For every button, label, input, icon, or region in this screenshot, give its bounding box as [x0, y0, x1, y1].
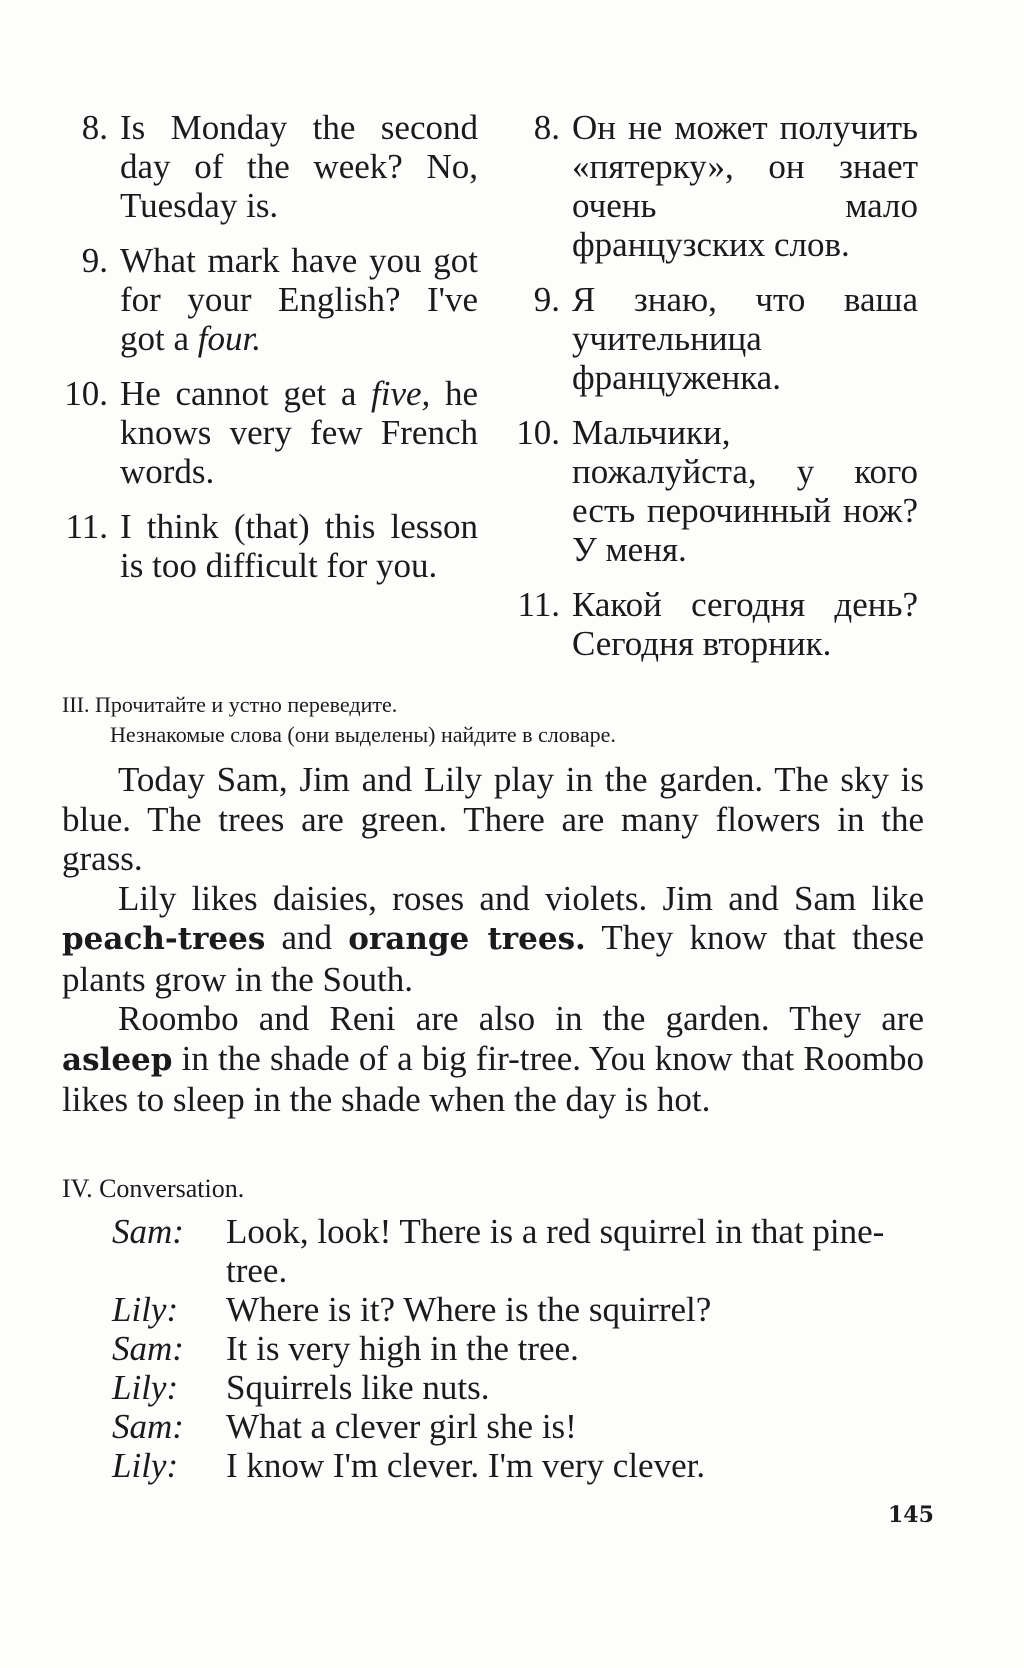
text-run: I think (that) this lesson is too difficult for you.	[120, 507, 478, 585]
speaker-name: Sam:	[112, 1329, 184, 1368]
item-text: Я знаю, что ваша учительница француженка.	[572, 280, 918, 397]
text-run: They know that these plants grow in the South.	[62, 918, 924, 999]
dialog-line	[112, 1290, 932, 1329]
dialog-line	[112, 1329, 932, 1368]
english-sentences	[58, 108, 478, 601]
reading-text	[62, 760, 924, 1120]
item-text	[120, 108, 478, 225]
sentence-item-ru	[508, 585, 918, 663]
sentence-item-ru	[508, 413, 918, 569]
item-number: 11.	[517, 585, 560, 624]
item-number: 9.	[81, 241, 108, 280]
text-run: He cannot get a	[120, 374, 372, 413]
dialog-text: Look, look! There is a red squirrel in that pine-tree.	[226, 1212, 885, 1290]
text-run: Roombo and Reni are also in the garden. They are	[118, 999, 924, 1038]
dialog-text: Squirrels like nuts.	[226, 1368, 490, 1407]
exercise-4-heading: IV. Conversation.	[62, 1174, 245, 1203]
item-text	[120, 241, 478, 358]
page-number: 145	[888, 1502, 934, 1528]
speaker-name: Lily:	[112, 1446, 179, 1485]
text-run: in the shade of a big fir-tree. You know that Roombo likes to sleep in the shade when the day is hot.	[62, 1038, 924, 1119]
item-text: Мальчики, пожалуйста, у кого есть перочинный нож? У меня.	[572, 413, 918, 569]
item-text: Какой сегодня день? Сегодня вторник.	[572, 585, 918, 663]
sentence-item-en	[58, 108, 478, 225]
dialog-text: I know I'm clever. I'm very clever.	[226, 1446, 706, 1485]
vocabulary-word: peach-trees	[62, 921, 266, 957]
sentence-item-ru	[508, 108, 918, 264]
dialog-text: Where is it? Where is the squirrel?	[226, 1290, 712, 1329]
sentence-item-en	[58, 374, 478, 491]
item-text: Он не может получить «пятерку», он знает очень мало французских слов.	[572, 108, 918, 264]
italic-word: five,	[371, 374, 431, 413]
text-run: Today Sam, Jim and Lily play in the garden. The sky is blue. The trees are green. There are many flowers in the grass.	[62, 760, 924, 878]
item-text	[120, 507, 478, 585]
text-run: and	[265, 918, 349, 957]
speaker-name: Lily:	[112, 1290, 179, 1329]
sentence-item-en	[58, 507, 478, 585]
item-number: 8.	[81, 108, 108, 147]
item-number: 11.	[65, 507, 108, 546]
item-number: 10.	[64, 374, 108, 413]
dialog-text: It is very high in the tree.	[226, 1329, 579, 1368]
exercise-3-subheading: Незнакомые слова (они выделены) найдите в словаре.	[110, 722, 616, 747]
dialog-line	[112, 1446, 932, 1485]
item-number: 10.	[516, 413, 560, 452]
vocabulary-word: asleep	[62, 1041, 173, 1078]
vocabulary-word: orange trees.	[348, 921, 586, 957]
text-run: Lily likes daisies, roses and violets. Jim and Sam like	[118, 878, 924, 918]
text-run: What mark have you got for your English? I've got a	[120, 241, 478, 358]
item-number: 9.	[533, 280, 560, 319]
speaker-name: Sam:	[112, 1407, 184, 1446]
dialog-text: What a clever girl she is!	[226, 1407, 577, 1446]
paragraph	[62, 999, 924, 1120]
item-text	[120, 374, 478, 491]
russian-sentences	[508, 108, 918, 679]
dialog-line	[112, 1212, 932, 1290]
item-number: 8.	[533, 108, 560, 147]
conversation	[112, 1212, 932, 1485]
paragraph	[62, 879, 924, 1000]
exercise-3-heading: III. Прочитайте и устно переведите.	[62, 692, 398, 717]
dialog-line	[112, 1407, 932, 1446]
text-run: he knows very few French words.	[120, 374, 478, 491]
text-run: Is Monday the second day of the week? No, Tuesday is.	[120, 108, 478, 225]
sentence-item-ru	[508, 280, 918, 397]
sentence-item-en	[58, 241, 478, 358]
speaker-name: Lily:	[112, 1368, 179, 1407]
italic-word: four.	[197, 319, 261, 358]
paragraph	[62, 760, 924, 879]
speaker-name: Sam:	[112, 1212, 184, 1251]
dialog-line	[112, 1368, 932, 1407]
